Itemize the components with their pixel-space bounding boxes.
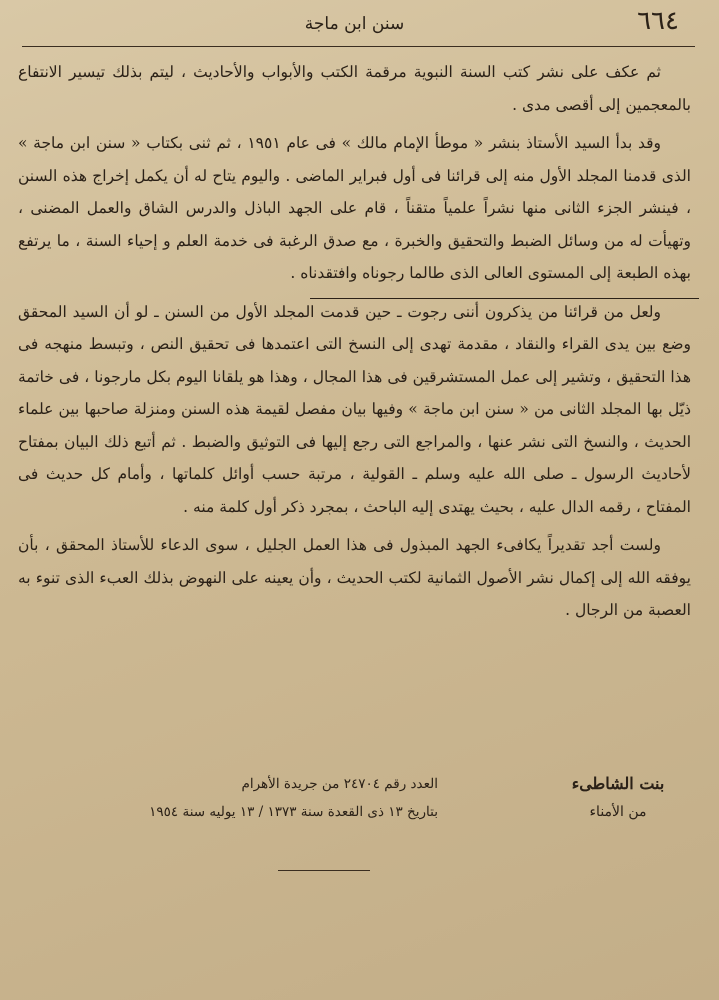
author-role: من الأمناء [589,804,647,820]
paragraph-4: ولست أجد تقديراً يكافىء الجهد المبذول فى هذا العمل الجليل ، سوى الدعاء للأستاذ المحقق ، بأن يوفقه الله إلى إكمال نشر الأصول الثمانية لكتب الحديث ، وأن يعينه على النهوض بذلك العبء الذى تنوء به العصبة من الرجال . [18,536,691,619]
end-rule [278,870,370,871]
running-title: سنن ابن ماجة [304,14,405,34]
author-name: بنت الشاطىء [571,774,665,793]
body-text [18,56,691,633]
paragraph-2: وقد بدأ السيد الأستاذ بنشر « موطأ الإمام مالك » فى عام ١٩٥١ ، ثم ثنى بكتاب « سنن ابن ماجة » الذى قدمنا المجلد الأول منه إلى قرائنا فى أول فبراير الماضى . واليوم يتاح له أن يكمل إخراج هذه السنن ، فينشر الجزء الثانى منها نشراً علمياً متقناً ، قام على الجهد الباذل والدرس الشاق والعمل المضنى ، وتهيأت له من وسائل الضبط والتحقيق والخبرة ، مع صدق الرغبة فى خدمة العلم و إحياء السنة ، ما يرتفع بهذه الطبعة إلى المستوى العالى الذى طالما رجوناه وافتقدناه . [18,134,691,282]
header-rule [22,46,695,47]
handwritten-underline [310,298,699,299]
signature-block [18,770,691,850]
source-line-2: بتاريخ ١٣ ذى القعدة سنة ١٣٧٣ / ١٣ يوليه سنة ١٩٥٤ [149,804,438,820]
source-line-1: العدد رقم ٢٤٧٠٤ من جريدة الأهرام [241,776,438,792]
paragraph-3: ولعل من قرائنا من يذكرون أننى رجوت ـ حين قدمت المجلد الأول من السنن ـ لو أن السيد المحقق وضع بين يدى القراء والنقاد ، مقدمة تهدى إلى النسخ التى اعتمدها فى تحقيق النص ، وتبسط منهجه فى هذا التحقيق ، وتشير إلى عمل المستشرقين فى هذا المجال ، وهذا هو يلقانا اليوم بكل مارجونا ، فى خاتمة ذيّل بها المجلد الثانى من « سنن ابن ماجة » وفيها بيان مفصل لقيمة هذه السنن ومنزلة صاحبها بين علماء الحديث ، والنسخ التى نشر عنها ، والمراجع التى رجع إليها فى التوثيق والضبط . ثم أتبع ذلك البيان بمفتاح لأحاديث الرسول ـ صلى الله عليه وسلم ـ القولية ، مرتبة حسب أوائل كلماتها ، وأمام كل حديث فى المفتاح ، رقمه الدال عليه ، بحيث يهتدى إليه الباحث ، بمجرد ذكر أول كلمة منه . [18,302,691,516]
page-number: ٦٦٤ [637,6,679,36]
source-citation [18,770,438,826]
page-header [30,6,679,40]
paragraph-1: ثم عكف على نشر كتب السنة النبوية مرقمة الكتب والأبواب والأحاديث ، ليتم بذلك تيسير الانتفاع بالمعجمين إلى أقصى مدى . [18,63,691,114]
author [563,770,673,826]
